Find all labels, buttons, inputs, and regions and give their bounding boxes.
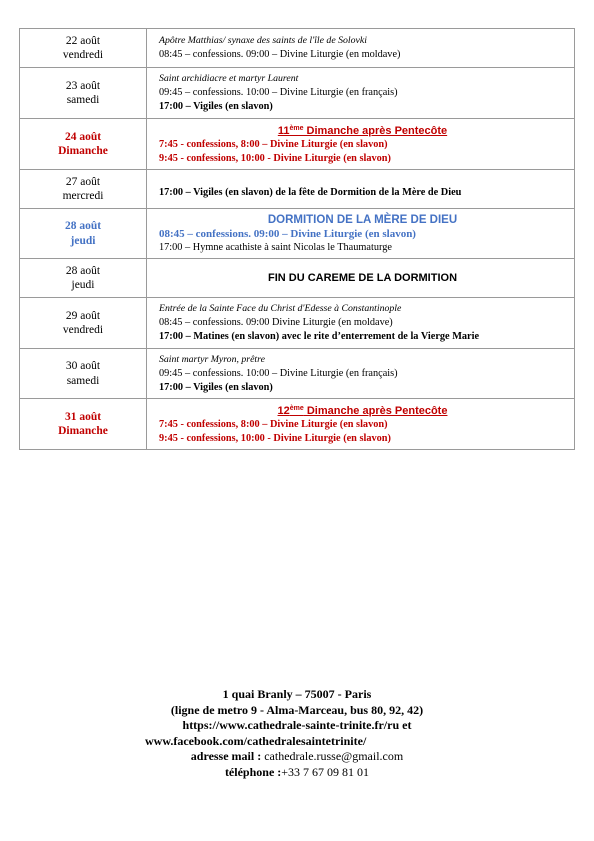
service-cell (147, 170, 575, 209)
feast-heading: DORMITION DE LA MÈRE DE DIEU (267, 213, 458, 226)
service-line: 17:00 – Vigiles (en slavon) (159, 101, 273, 112)
service-cell (147, 29, 575, 68)
date-day: 24 août (64, 130, 102, 143)
schedule-table (19, 28, 575, 450)
service-cell (147, 119, 575, 170)
service-cell (147, 399, 575, 450)
date-day: 30 août (65, 360, 101, 372)
email-address[interactable]: cathedrale.russe@gmail.com (261, 749, 404, 763)
email-line (0, 749, 594, 765)
date-cell (20, 349, 147, 399)
date-cell (20, 29, 147, 68)
heading-number: 11 (277, 125, 290, 137)
service-cell (147, 259, 575, 298)
date-day: 31 août (64, 410, 102, 423)
service-cell (147, 298, 575, 349)
table-row (20, 68, 575, 119)
date-cell (20, 399, 147, 450)
date-cell (20, 209, 147, 259)
service-line: 08:45 – confessions. 09:00 – Divine Liturgie (en slavon) (159, 227, 416, 240)
saint-name: Apôtre Matthias/ synaxe des saints de l'île de Solovki (159, 35, 367, 46)
service-line: 17:00 – Hymne acathiste à saint Nicolas le Thaumaturge (159, 241, 392, 253)
table-row (20, 29, 575, 68)
table-row (20, 119, 575, 170)
contact-footer (0, 687, 594, 780)
date-cell (20, 170, 147, 209)
date-cell (20, 68, 147, 119)
service-line: 9:45 - confessions, 10:00 - Divine Liturgie (en slavon) (159, 153, 391, 164)
service-line: 17:00 – Vigiles (en slavon) de la fête de Dormition de la Mère de Dieu (159, 187, 462, 198)
saint-name: Saint martyr Myron, prêtre (159, 353, 265, 365)
heading-suffix: ème (289, 405, 304, 412)
metro-info: (ligne de metro 9 - Alma-Marceau, bus 80, 92, 42) (170, 702, 424, 717)
table-row (20, 209, 575, 259)
table-row (20, 259, 575, 298)
date-day: 28 août (65, 264, 101, 277)
date-weekday: samedi (66, 374, 100, 387)
service-cell (147, 209, 575, 259)
table-row (20, 399, 575, 450)
date-weekday: mercredi (62, 190, 104, 202)
date-cell (20, 259, 147, 298)
date-day: 28 août (64, 220, 102, 232)
date-cell (20, 298, 147, 349)
heading-suffix: ème (289, 125, 304, 132)
service-line: 17:00 – Matines (en slavon) avec le rite d’enterrement de la Vierge Marie (159, 331, 480, 342)
date-weekday: jeudi (71, 279, 95, 291)
table-row (20, 298, 575, 349)
service-line: 09:45 – confessions. 10:00 – Divine Liturgie (en français) (159, 367, 398, 379)
date-cell (20, 119, 147, 170)
lent-heading: FIN DU CAREME DE LA DORMITION (267, 272, 458, 284)
service-line: 09:45 – confessions. 10:00 – Divine Liturgie (en français) (159, 87, 398, 98)
service-line: 08:45 – confessions. 09:00 – Divine Liturgie (en moldave) (159, 49, 401, 60)
date-day: 27 août (65, 175, 101, 188)
service-line: 7:45 - confessions, 8:00 – Divine Liturgie (en slavon) (159, 139, 388, 150)
sunday-heading (159, 122, 566, 138)
saint-name: Entrée de la Sainte Face du Christ d'Edesse à Constantinople (159, 303, 402, 314)
date-weekday: Dimanche (58, 425, 108, 437)
date-day: 22 août (65, 34, 101, 47)
service-cell (147, 349, 575, 399)
table-row (20, 170, 575, 209)
sunday-heading (159, 402, 566, 418)
date-weekday: jeudi (70, 234, 96, 247)
heading-text: Dimanche après Pentecôte (303, 125, 448, 137)
date-day: 29 août (65, 309, 101, 322)
phone-number[interactable]: +33 7 67 09 81 01 (281, 764, 370, 779)
service-line: 08:45 – confessions. 09:00 Divine Liturgie (en moldave) (159, 317, 393, 328)
service-line: 17:00 – Vigiles (en slavon) (159, 381, 273, 393)
service-cell (147, 68, 575, 119)
email-label: adresse mail : (190, 749, 262, 763)
address: 1 quai Branly – 75007 - Paris (222, 687, 372, 701)
date-weekday: vendredi (62, 324, 104, 336)
service-line: 7:45 - confessions, 8:00 – Divine Liturgie (en slavon) (159, 419, 388, 430)
phone-label: téléphone : (224, 764, 282, 779)
facebook-link[interactable]: www.facebook.com/cathedralesaintetrinite/ (145, 733, 367, 748)
date-weekday: samedi (66, 94, 100, 106)
table-row (20, 349, 575, 399)
saint-name: Saint archidiacre et martyr Laurent (159, 73, 299, 84)
heading-text: Dimanche après Pentecôte (303, 405, 448, 417)
website-link[interactable]: https://www.cathedrale-sainte-trinite.fr/ru et (182, 718, 412, 732)
date-weekday: Dimanche (58, 145, 108, 157)
phone-line (0, 765, 594, 781)
date-day: 23 août (65, 79, 101, 92)
service-line: 9:45 - confessions, 10:00 - Divine Liturgie (en slavon) (159, 433, 391, 444)
date-weekday: vendredi (62, 49, 104, 61)
heading-number: 12 (277, 405, 290, 417)
